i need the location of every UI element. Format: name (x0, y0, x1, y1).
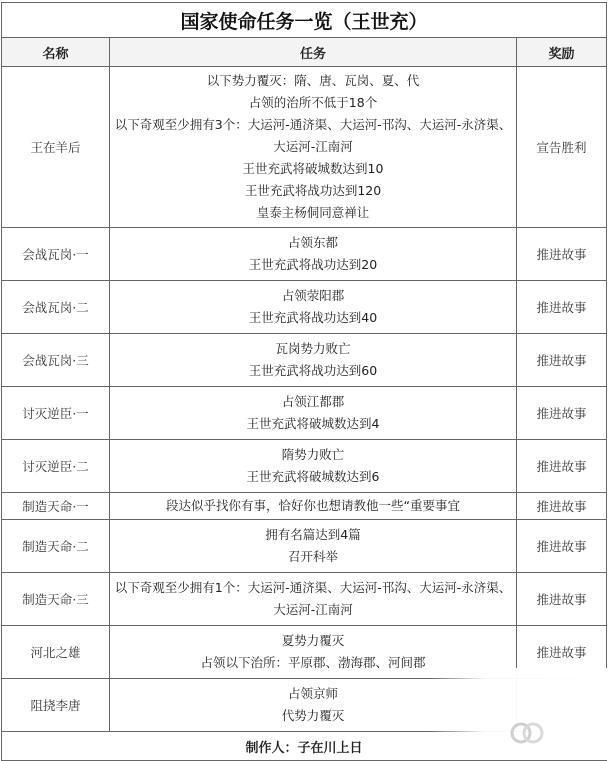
author-credit: 制作人：子在川上日 (2, 732, 607, 761)
mission-name: 讨灭逆臣·二 (2, 440, 110, 493)
mission-name: 制造天命·二 (2, 520, 110, 573)
mission-name: 阻挠李唐 (2, 679, 110, 732)
task-line: 王世充武将战功达到60 (248, 363, 378, 378)
column-header-task: 任务 (110, 38, 517, 67)
mission-reward: 推进故事 (517, 334, 607, 387)
task-line: 占领的治所不低于18个 (248, 95, 378, 110)
mission-tasks (110, 67, 517, 228)
table-row (2, 387, 607, 440)
mission-reward: 推进故事 (517, 520, 607, 573)
task-line: 召开科举 (287, 549, 338, 564)
task-line: 以下势力覆灭：隋、唐、瓦岗、夏、代 (206, 73, 420, 88)
table-row (2, 281, 607, 334)
mission-tasks (110, 573, 517, 626)
task-line: 代势力覆灭 (281, 708, 345, 723)
mission-tasks (110, 493, 517, 520)
task-line: 王世充武将战功达到20 (248, 257, 378, 272)
table-body (2, 67, 607, 732)
task-line: 以下奇观至少拥有3个：大运河-通济渠、大运河-邗沟、大运河-永济渠、大运河-江南河 (114, 117, 512, 154)
task-line: 占领以下治所：平原郡、渤海郡、河间郡 (200, 655, 426, 670)
task-line: 占领江都郡 (281, 394, 345, 409)
task-line: 占领东都 (287, 235, 338, 250)
mission-reward: 推进故事 (517, 573, 607, 626)
mission-name: 会战瓦岗·三 (2, 334, 110, 387)
table-row (2, 440, 607, 493)
mission-reward: 推进故事 (517, 228, 607, 281)
task-line: 段达似乎找你有事，恰好你也想请教他一些“重要事宜 (166, 498, 460, 513)
mission-tasks (110, 387, 517, 440)
table-title: 国家使命任务一览（王世充） (2, 3, 607, 38)
mission-reward: 推进故事 (517, 493, 607, 520)
mission-name: 河北之雄 (2, 626, 110, 679)
table-row (2, 67, 607, 228)
mission-tasks (110, 440, 517, 493)
table-row (2, 334, 607, 387)
mission-tasks (110, 520, 517, 573)
mission-tasks (110, 334, 517, 387)
mission-name: 会战瓦岗·一 (2, 228, 110, 281)
task-line: 以下奇观至少拥有1个：大运河-通济渠、大运河-邗沟、大运河-永济渠、大运河-江南河 (114, 580, 512, 617)
task-line: 占领京师 (287, 686, 338, 701)
mission-tasks (110, 281, 517, 334)
mission-reward: 推进故事 (517, 387, 607, 440)
task-line: 占领荥阳郡 (281, 288, 345, 303)
mission-table (1, 2, 607, 761)
task-line: 王世充武将战功达到120 (244, 183, 382, 198)
mission-reward: 推进故事 (517, 626, 607, 679)
task-line: 王世充武将破城数达到6 (246, 469, 380, 484)
column-header-name: 名称 (2, 38, 110, 67)
mission-name: 会战瓦岗·二 (2, 281, 110, 334)
task-line: 瓦岗势力败亡 (275, 341, 351, 356)
table-row (2, 493, 607, 520)
title-row (2, 3, 607, 38)
task-line: 拥有名篇达到4篇 (265, 527, 361, 542)
mission-name: 制造天命·一 (2, 493, 110, 520)
mission-name: 王在羊后 (2, 67, 110, 228)
task-line: 王世充武将破城数达到4 (246, 416, 380, 431)
task-line: 隋势力败亡 (281, 447, 345, 462)
watermark-logo-icon (510, 718, 544, 748)
task-line: 王世充武将破城数达到10 (242, 161, 384, 176)
table-row (2, 573, 607, 626)
mission-reward: 宣告胜利 (517, 67, 607, 228)
mission-tasks (110, 228, 517, 281)
mission-reward: 推进故事 (517, 281, 607, 334)
table-row (2, 228, 607, 281)
task-line: 王世充武将战功达到40 (248, 310, 378, 325)
mission-name: 制造天命·三 (2, 573, 110, 626)
mission-reward: 推进故事 (517, 440, 607, 493)
task-line: 夏势力覆灭 (281, 633, 345, 648)
mission-name: 讨灭逆臣·一 (2, 387, 110, 440)
column-header-reward: 奖励 (517, 38, 607, 67)
header-row (2, 38, 607, 67)
task-line: 皇泰主杨侗同意禅让 (256, 205, 370, 220)
table-row (2, 520, 607, 573)
